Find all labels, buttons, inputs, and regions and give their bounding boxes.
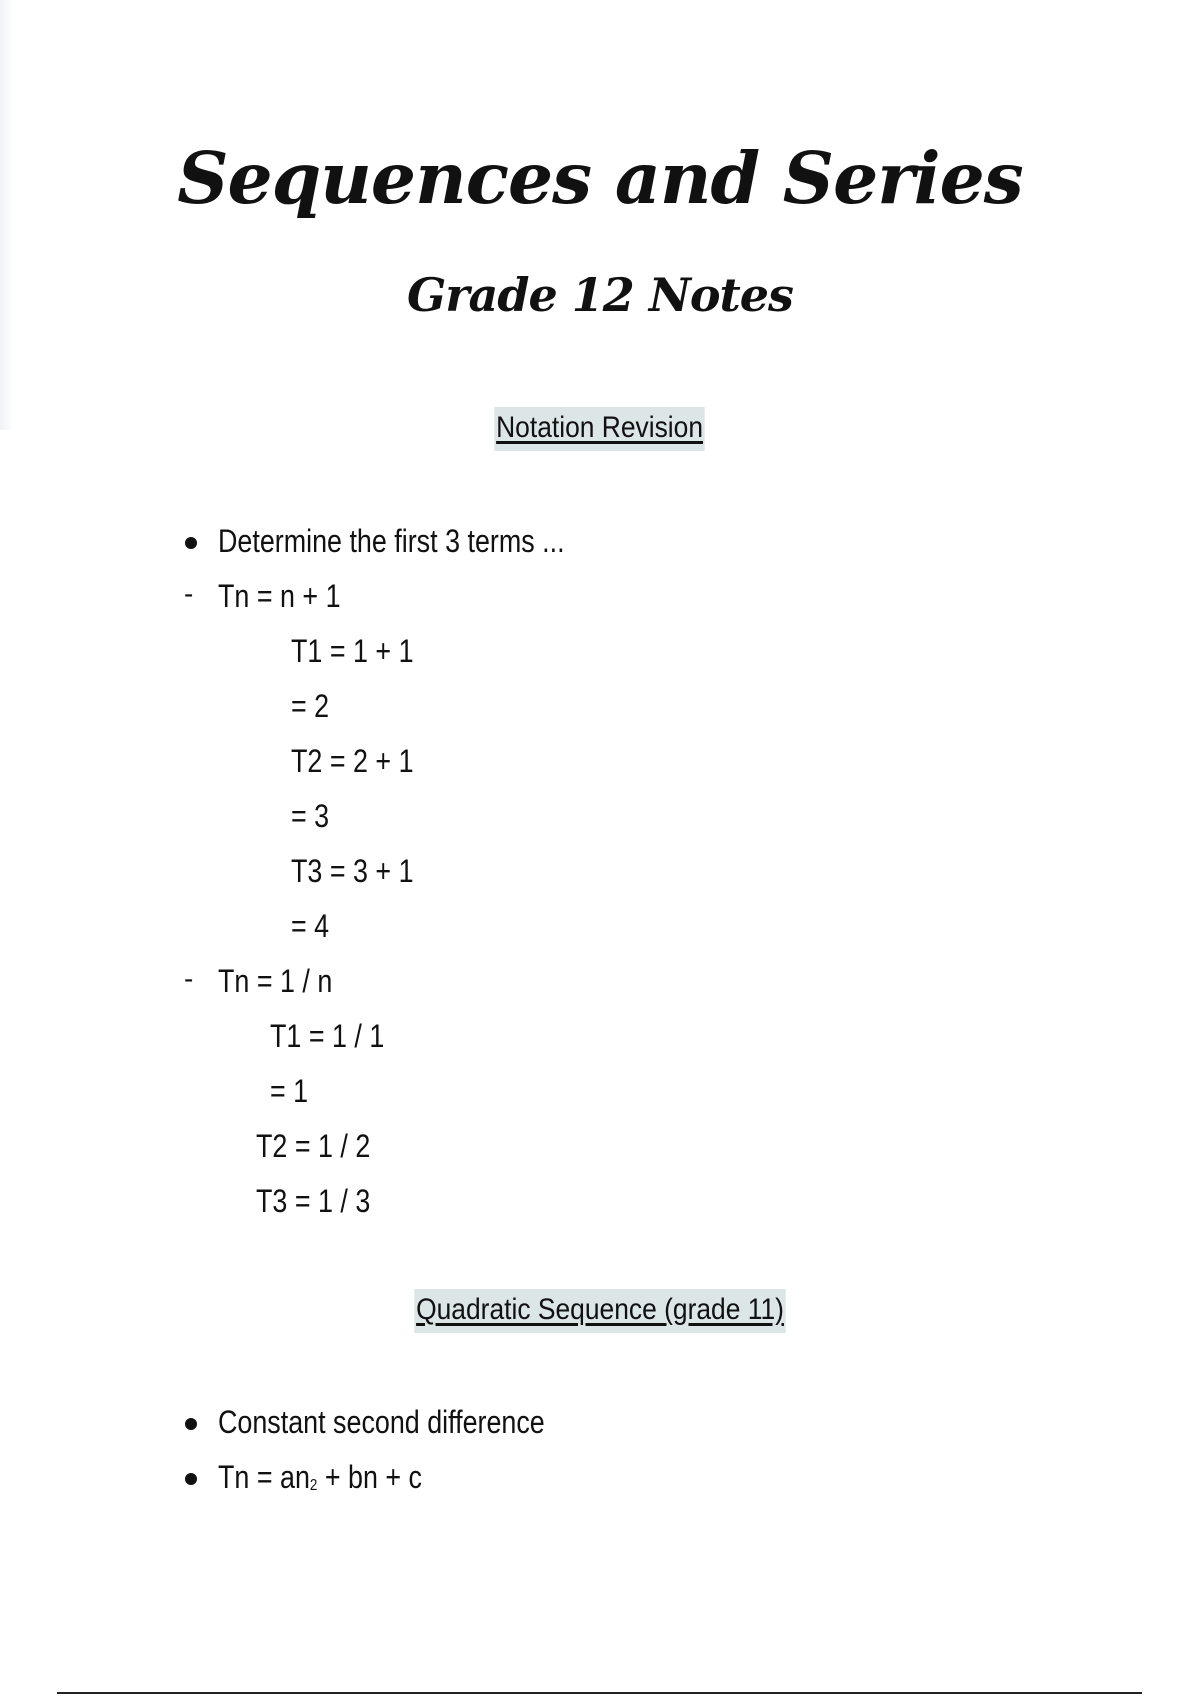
notation-revision-heading-text: Notation Revision [495, 407, 705, 451]
document-subtitle: Grade 12 Notes [407, 268, 793, 322]
sequence-two-t1: T1 = 1 / 1 [270, 1018, 385, 1054]
quadratic-formula-text [218, 1461, 422, 1494]
sequence-one-t3: T3 = 3 + 1 [291, 853, 414, 889]
footer-rule [57, 1692, 1142, 1694]
determine-terms-text: Determine the first 3 terms ... [218, 523, 565, 559]
sequence-one-t1-result: = 2 [291, 688, 330, 724]
bullet-icon [185, 1418, 197, 1430]
document-title: Sequences and Series [177, 136, 1023, 220]
bullet-icon [185, 1473, 197, 1485]
quadratic-sequence-heading [0, 1289, 1200, 1333]
sequence-one-formula: Tn = n + 1 [218, 578, 341, 614]
constant-second-difference-text: Constant second difference [218, 1404, 545, 1440]
sequence-one-t2: T2 = 2 + 1 [291, 743, 414, 779]
quadratic-formula-suffix: + bn + c [317, 1459, 422, 1495]
sequence-two-t1-result: = 1 [270, 1073, 309, 1109]
quadratic-sequence-heading-text: Quadratic Sequence (grade 11) [414, 1289, 785, 1333]
bullet-icon [185, 537, 197, 549]
quadratic-formula-subscript: 2 [309, 1477, 318, 1494]
dash-marker: - [184, 578, 194, 609]
sequence-one-t3-result: = 4 [291, 908, 330, 944]
sequence-two-t2: T2 = 1 / 2 [256, 1128, 371, 1164]
sequence-two-formula: Tn = 1 / n [218, 963, 333, 999]
dash-marker: - [184, 963, 194, 994]
notation-revision-heading [0, 407, 1200, 451]
sequence-one-t2-result: = 3 [291, 798, 330, 834]
page-edge-shadow [0, 0, 14, 430]
sequence-one-t1: T1 = 1 + 1 [291, 633, 414, 669]
quadratic-formula-prefix: Tn = an [218, 1459, 310, 1495]
sequence-two-t3: T3 = 1 / 3 [256, 1183, 371, 1219]
